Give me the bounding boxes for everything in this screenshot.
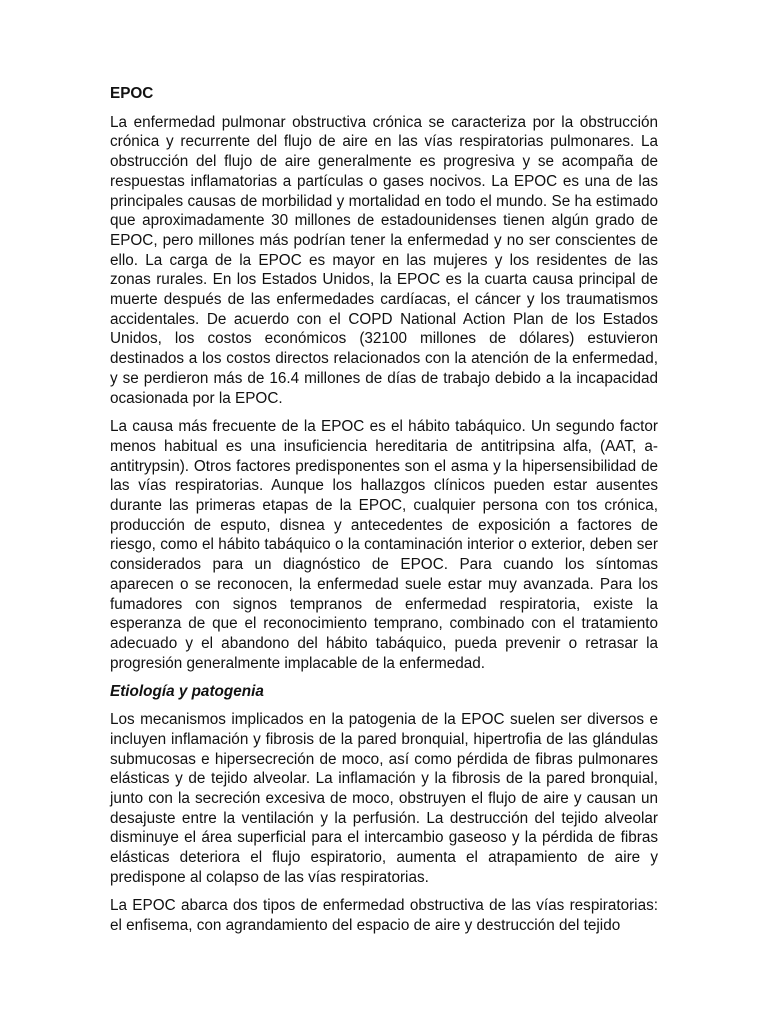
section-paragraph-2: La EPOC abarca dos tipos de enfermedad obstructiva de las vías respiratorias: el enfisema, con agrandamiento del espacio de aire y destrucción del tejido <box>110 897 658 935</box>
section-heading-etiologia: Etiología y patogenia <box>110 683 264 701</box>
intro-paragraph-2: La causa más frecuente de la EPOC es el hábito tabáquico. Un segundo factor menos habitual es una insuficiencia hereditaria de antitripsina alfa, (AAT, a-antitrypsin). Otros factores predisponentes son el asma y la hipersensibilidad de las vías respiratorias. Aunque los hallazgos clínicos pueden estar ausentes durante las primeras etapas de la EPOC, cualquier persona con tos crónica, producción de esputo, disnea y antecedentes de exposición a factores de riesgo, como el hábito tabáquico o la contaminación interior o exterior, deben ser considerados para un diagnóstico de EPOC. Para cuando los síntomas aparecen o se reconocen, la enfermedad suele estar muy avanzada. Para los fumadores con signos tempranos de enfermedad respiratoria, existe la esperanza de que el reconocimiento temprano, combinado con el tratamiento adecuado y el abandono del hábito tabáquico, pueda prevenir o retrasar la progresión generalmente implacable de la enfermedad. <box>110 418 658 672</box>
intro-paragraph-1: La enfermedad pulmonar obstructiva crónica se caracteriza por la obstrucción crónica y recurrente del flujo de aire en las vías respiratorias pulmonares. La obstrucción del flujo de aire generalmente es progresiva y se acompaña de respuestas inflamatorias a partículas o gases nocivos. La EPOC es una de las principales causas de morbilidad y mortalidad en todo el mundo. Se ha estimado que aproximadamente 30 millones de estadounidenses tienen algún grado de EPOC, pero millones más podrían tener la enfermedad y no ser conscientes de ello. La carga de la EPOC es mayor en las mujeres y los residentes de las zonas rurales. En los Estados Unidos, la EPOC es la cuarta causa principal de muerte después de las enfermedades cardíacas, el cáncer y los traumatismos accidentales. De acuerdo con el COPD National Action Plan de los Estados Unidos, los costos económicos (32100 millones de dólares) estuvieron destinados a los costos directos relacionados con la atención de la enfermedad, y se perdieron más de 16.4 millones de días de trabajo debido a la incapacidad ocasionada por la EPOC. <box>110 113 658 407</box>
document-page <box>110 84 658 945</box>
section-paragraph-1: Los mecanismos implicados en la patogenia de la EPOC suelen ser diversos e incluyen inflamación y fibrosis de la pared bronquial, hipertrofia de las glándulas submucosas e hipersecreción de moco, así como pérdida de fibras pulmonares elásticas y de tejido alveolar. La inflamación y la fibrosis de la pared bronquial, junto con la secreción excesiva de moco, obstruyen el flujo de aire y causan un desajuste entre la ventilación y la perfusión. La destrucción del tejido alveolar disminuye el área superficial para el intercambio gaseoso y la pérdida de fibras elásticas deteriora el flujo espiratorio, aumenta el atrapamiento de aire y predispone al colapso de las vías respiratorias. <box>110 711 658 886</box>
document-title: EPOC <box>110 85 154 102</box>
